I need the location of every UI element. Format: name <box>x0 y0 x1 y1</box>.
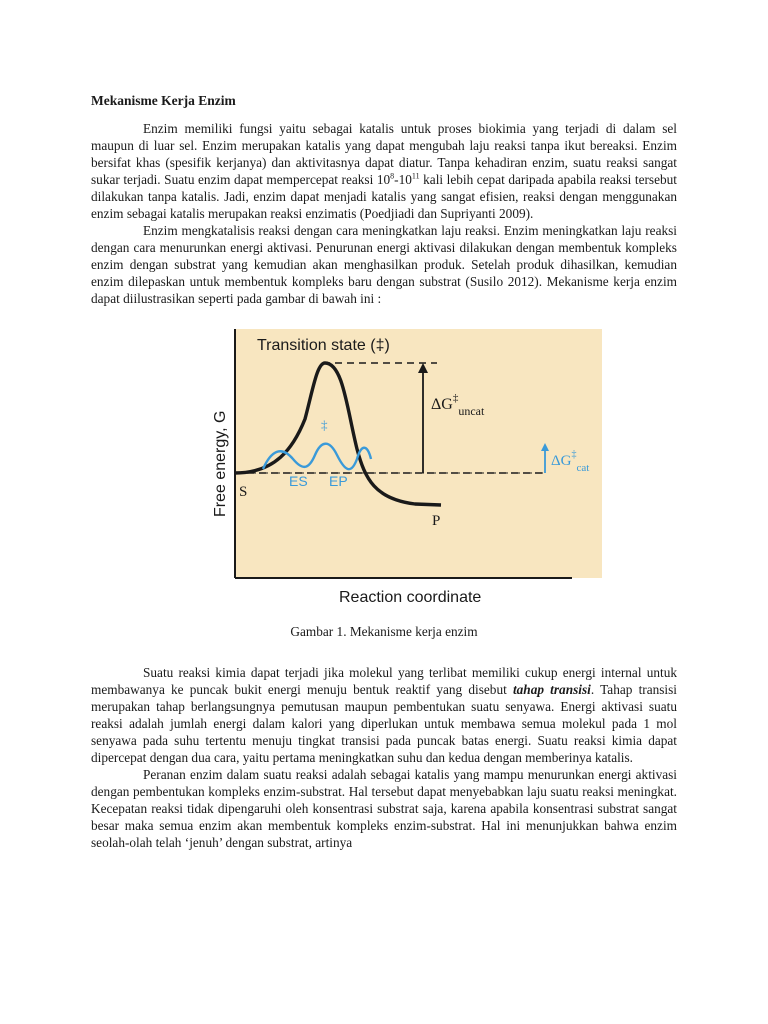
energy-diagram <box>205 329 590 617</box>
spacer <box>91 640 677 664</box>
paragraph-2: Enzim mengkatalisis reaksi dengan cara meningkatkan laju reaksi. Enzim meningkatkan laju reaksi dengan cara menurunkan energi aktivasi. Penurunan energi aktivasi dilakukan dengan membentuk kompleks enzim dengan substrat yang kemudian akan menghasilkan produk. Setelah produk dihasilkan, kemudian enzim dilepaskan untuk membentuk kompleks baru dengan substrat (Susilo 2012). Mekanisme kerja enzim dapat diilustrasikan seperti pada gambar di bawah ini : <box>91 223 677 306</box>
section-heading: Mekanisme Kerja Enzim <box>91 93 236 108</box>
figure-caption: Gambar 1. Mekanisme kerja enzim <box>290 624 478 639</box>
exponent-8: 8 <box>390 171 395 181</box>
blue-transition-dagger: ‡ <box>321 417 328 432</box>
paragraph-3 <box>91 664 677 766</box>
y-axis-label: Free energy, G <box>212 410 229 517</box>
paragraph-3-text-b: . Tahap transisi merupakan tahap berlangsungnya pemutusan maupun pembentukan suatu senyawa. Energi aktivasi suatu reaksi adalah jumlah energi dalam kalori yang diperlukan untuk membawa semua molekul pada 1 mol senyawa pada suhu tertentu menuju tingkat transisi pada puncak batas energi. Suatu reaksi kimia dapat dipercepat dengan dua cara, yaitu pertama meningkatkan suhu dan kedua dengan memberinya katalis. <box>91 682 677 765</box>
term-tahap-transisi: tahap transisi <box>512 682 591 697</box>
diagram-background <box>235 329 602 578</box>
paragraph-1 <box>91 120 677 222</box>
paragraph-4: Peranan enzim dalam suatu reaksi adalah sebagai katalis yang mampu menurunkan energi aktivasi dengan pembentukan kompleks enzim-substrat. Hal tersebut dapat menyebabkan laju suatu reaksi meningkat. Kecepatan reaksi tidak dipengaruhi oleh konsentrasi substrat saja, karena apabila konsentrasi substrat sangat besar maka semua enzim akan membentuk kompleks enzim-substrat. Hal ini menunjukkan bahwa enzim seolah-olah telah ‘jenuh’ dengan substrat, artinya <box>91 767 677 850</box>
energy-diagram-figure <box>91 329 677 617</box>
es-label: ES <box>289 473 308 489</box>
exponent-dash: -10 <box>394 172 412 187</box>
substrate-label: S <box>239 484 248 500</box>
ep-label: EP <box>329 473 348 489</box>
transition-state-label: Transition state (‡) <box>257 337 390 354</box>
paragraph-3-text-a: Suatu reaksi kimia dapat terjadi jika molekul yang terlibat memiliki cukup energi internal untuk membawanya ke puncak bukit energi menuju bentuk reaktif yang disebut <box>91 665 677 697</box>
dg-uncat-label: $\Delta G^\ddagger_{uncat}$ <box>431 392 485 418</box>
exponent-11: 11 <box>411 171 420 181</box>
paragraph-1-text-a: Enzim memiliki fungsi yaitu sebagai katalis untuk proses biokimia yang terjadi di dalam sel maupun di luar sel. Enzim merupakan katalis yang dapat mengubah laju reaksi tanpa ikut bereaksi. Enzim bersifat khas (spesifik kerjanya) dan aktivitasnya dapat diatur. Tanpa kehadiran enzim, suatu reaksi sangat sukar terjadi. Suatu enzim dapat mempercepat reaksi 10 <box>91 121 677 187</box>
x-axis-label: Reaction coordinate <box>339 589 482 606</box>
document-content <box>91 92 677 851</box>
dg-cat-label: $\Delta G^\ddagger_{cat}$ <box>551 449 590 474</box>
product-label: P <box>432 513 441 529</box>
paragraph-1-text-b: kali lebih cepat daripada apabila reaksi tersebut dilakukan tanpa katalis. Jadi, enzim dapat menjadi katalis yang sangat efisien, reaksi dengan menggunakan enzim sebagai katalis merupakan reaksi enzimatis (Poedjiadi dan Supriyanti 2009). <box>91 172 677 221</box>
